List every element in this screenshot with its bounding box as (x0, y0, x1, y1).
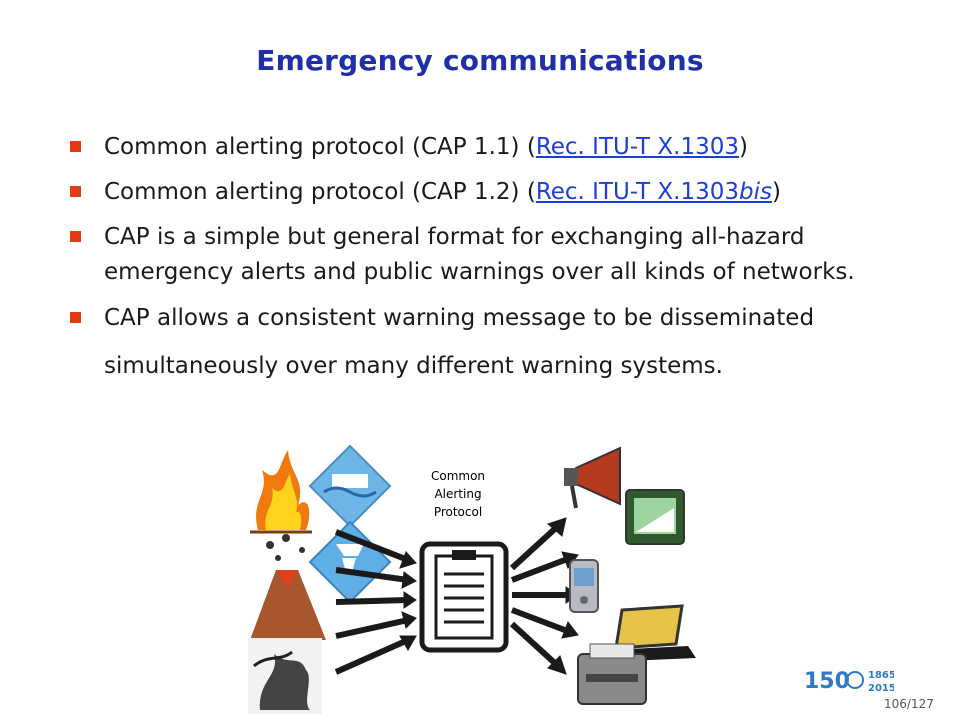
itu-150-logo (804, 660, 894, 704)
bullet-square-icon (70, 186, 81, 197)
logo-year-bottom: 2015 (868, 683, 894, 694)
logo-150-text: 150 (804, 669, 850, 694)
bullet-text-end: ) (771, 179, 781, 205)
bullet-square-icon (70, 312, 81, 323)
outbound-arrows (512, 518, 578, 674)
mobile-phone-icon (570, 560, 598, 612)
rec-x1303-link[interactable]: Rec. ITU-T X.1303 (535, 134, 739, 160)
bullet-cap-1-1 (68, 130, 898, 165)
bullet-cap-consistent (68, 294, 898, 390)
bullet-text: CAP allows a consistent warning message to be disseminated simultaneously over many different warning systems. (104, 305, 815, 379)
bullet-cap-format (68, 220, 898, 290)
clipboard-icon (422, 544, 506, 650)
tornado-icon (310, 522, 390, 602)
bullet-text-end: ) (739, 134, 748, 160)
bullet-cap-1-2 (68, 175, 898, 210)
bullet-list (68, 130, 898, 400)
bullet-square-icon (70, 231, 81, 242)
storm-icon (248, 638, 322, 714)
fax-printer-icon (578, 644, 646, 704)
cap-label-line3: Protocol (433, 505, 483, 519)
cap-diagram (240, 440, 720, 720)
bullet-text: Common alerting protocol (CAP 1.1) ( (104, 134, 536, 160)
cap-label-line2: Alerting (434, 487, 482, 501)
megaphone-icon (564, 448, 620, 508)
bullet-text: CAP is a simple but general format for exchanging all-hazard emergency alerts and public warnings over all kinds of networks. (104, 224, 855, 285)
volcano-icon (250, 534, 326, 640)
bullet-text: Common alerting protocol (CAP 1.2) ( (104, 179, 536, 205)
bullet-square-icon (70, 141, 81, 152)
logo-year-top: 1865 (868, 670, 894, 681)
wildfire-icon (250, 450, 312, 532)
page-number: 106/127 (884, 697, 934, 711)
cap-label-line1: Common (430, 469, 486, 483)
rec-x1303bis-link[interactable]: Rec. ITU-T X.1303bis (535, 179, 772, 205)
flood-icon (310, 446, 390, 526)
television-icon (626, 490, 684, 544)
slide-title: Emergency communications (256, 44, 704, 77)
